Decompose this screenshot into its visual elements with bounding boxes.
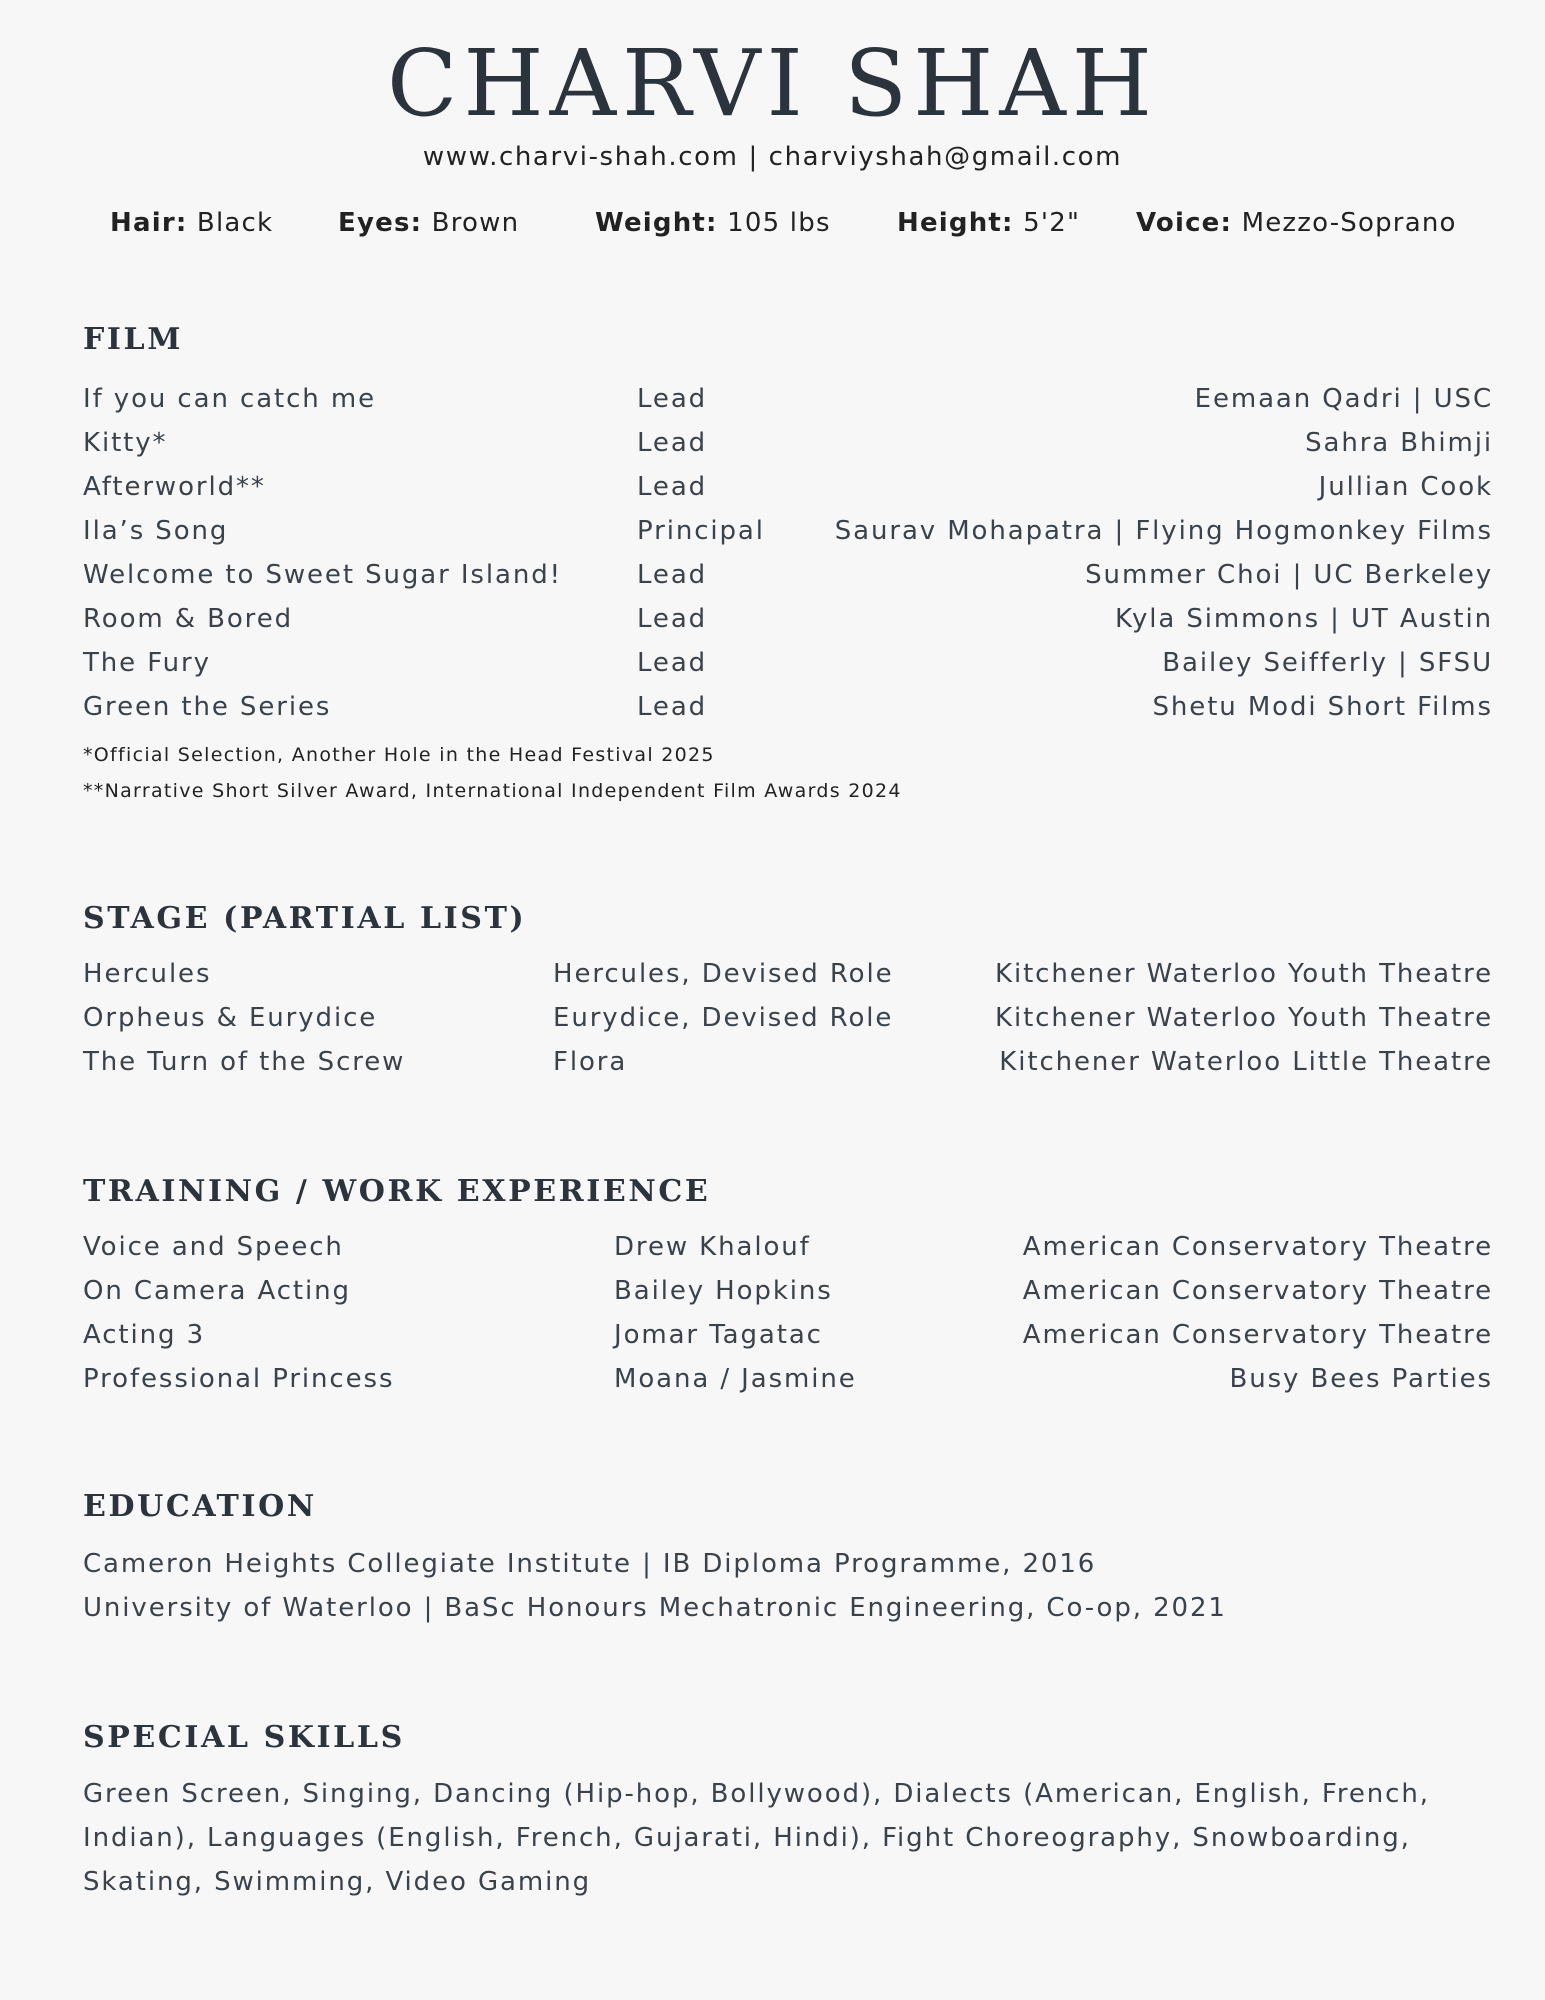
training-instructor: Jomar Tagatac (614, 1320, 823, 1350)
credit-director: Bailey Seifferly | SFSU (1162, 648, 1493, 678)
stat-hair (110, 208, 273, 238)
education-heading: EDUCATION (83, 1489, 317, 1524)
skills-heading: SPECIAL SKILLS (83, 1720, 405, 1755)
credit-role: Flora (553, 1047, 628, 1077)
training-institution: American Conservatory Theatre (1022, 1320, 1493, 1350)
stat-height (897, 208, 1080, 238)
training-course: Voice and Speech (83, 1232, 344, 1262)
credit-title: Green the Series (83, 692, 332, 722)
credit-role: Principal (637, 516, 765, 546)
credit-role: Hercules, Devised Role (553, 959, 894, 989)
credit-title: Welcome to Sweet Sugar Island! (83, 560, 562, 590)
training-instructor: Bailey Hopkins (614, 1276, 833, 1306)
credit-role: Lead (637, 692, 708, 722)
training-institution: Busy Bees Parties (1229, 1364, 1493, 1394)
credit-row (83, 692, 1493, 736)
education-list (83, 1542, 1493, 1630)
credit-role: Lead (637, 604, 708, 634)
credit-director: Jullian Cook (1318, 472, 1493, 502)
credit-title: Orpheus & Eurydice (83, 1003, 378, 1033)
credit-row (83, 384, 1493, 428)
education-line: University of Waterloo | BaSc Honours Mechatronic Engineering, Co-op, 2021 (83, 1593, 1227, 1623)
film-footnote: **Narrative Short Silver Award, International Independent Film Awards 2024 (83, 780, 902, 802)
contact-line: www.charvi-shah.com | charviyshah@gmail.com (422, 142, 1123, 172)
credit-role: Lead (637, 472, 708, 502)
credit-company: Kitchener Waterloo Youth Theatre (995, 959, 1493, 989)
training-row (83, 1320, 1493, 1364)
training-heading: TRAINING / WORK EXPERIENCE (83, 1174, 711, 1209)
credit-row (83, 648, 1493, 692)
physical-stats (110, 208, 1460, 242)
training-instructor: Moana / Jasmine (614, 1364, 857, 1394)
stat-label: Height: (897, 208, 1014, 238)
stat-label: Hair: (110, 208, 188, 238)
stat-weight (595, 208, 831, 238)
credit-row (83, 560, 1493, 604)
credit-role: Lead (637, 428, 708, 458)
credit-title: Afterworld** (83, 472, 266, 502)
education-line: Cameron Heights Collegiate Institute | IB Diploma Programme, 2016 (83, 1549, 1097, 1579)
credit-title: Kitty* (83, 428, 168, 458)
credit-director: Eemaan Qadri | USC (1194, 384, 1493, 414)
credit-company: Kitchener Waterloo Youth Theatre (995, 1003, 1493, 1033)
training-instructor: Drew Khalouf (614, 1232, 811, 1262)
credit-director: Kyla Simmons | UT Austin (1114, 604, 1493, 634)
training-row (83, 1276, 1493, 1320)
credit-title: Hercules (83, 959, 212, 989)
training-institution: American Conservatory Theatre (1022, 1232, 1493, 1262)
credit-director: Shetu Modi Short Films (1152, 692, 1493, 722)
stage-credits (83, 959, 1493, 1091)
credit-company: Kitchener Waterloo Little Theatre (999, 1047, 1493, 1077)
credit-director: Saurav Mohapatra | Flying Hogmonkey Films (834, 516, 1493, 546)
film-footnote: *Official Selection, Another Hole in the Head Festival 2025 (83, 744, 715, 766)
credit-role: Lead (637, 560, 708, 590)
stat-value: 105 lbs (717, 208, 831, 238)
stat-label: Eyes: (338, 208, 423, 238)
training-row (83, 1232, 1493, 1276)
film-heading: FILM (83, 322, 184, 357)
credit-row (83, 472, 1493, 516)
actor-name: CHARVI SHAH (386, 30, 1158, 137)
credit-role: Lead (637, 384, 708, 414)
credit-title: The Fury (83, 648, 211, 678)
credit-row (83, 959, 1493, 1003)
training-course: Acting 3 (83, 1320, 206, 1350)
stage-heading: STAGE (PARTIAL LIST) (83, 901, 527, 936)
credit-title: Ila’s Song (83, 516, 229, 546)
stat-value: Mezzo-Soprano (1232, 208, 1457, 238)
training-row (83, 1364, 1493, 1408)
skills-text: Green Screen, Singing, Dancing (Hip-hop, Bollywood), Dialects (American, English, French, Indian), Languages (English, French, Gujarati, Hindi), Fight Choreography, Snowboarding, Skating, Swimming, Video Gaming (83, 1779, 1430, 1897)
credit-title: The Turn of the Screw (83, 1047, 406, 1077)
film-credits (83, 384, 1493, 736)
credit-title: If you can catch me (83, 384, 376, 414)
stat-value: 5'2" (1013, 208, 1081, 238)
stat-label: Voice: (1136, 208, 1233, 238)
credit-row (83, 1003, 1493, 1047)
credit-director: Summer Choi | UC Berkeley (1085, 560, 1493, 590)
training-list (83, 1232, 1493, 1408)
credit-row (83, 428, 1493, 472)
stat-label: Weight: (595, 208, 718, 238)
stat-value: Black (187, 208, 274, 238)
credit-row (83, 516, 1493, 560)
stat-voice (1136, 208, 1457, 238)
stat-eyes (338, 208, 519, 238)
training-institution: American Conservatory Theatre (1022, 1276, 1493, 1306)
credit-row (83, 1047, 1493, 1091)
credit-role: Lead (637, 648, 708, 678)
credit-row (83, 604, 1493, 648)
training-course: Professional Princess (83, 1364, 395, 1394)
credit-director: Sahra Bhimji (1305, 428, 1493, 458)
credit-role: Eurydice, Devised Role (553, 1003, 894, 1033)
credit-title: Room & Bored (83, 604, 294, 634)
stat-value: Brown (422, 208, 520, 238)
training-course: On Camera Acting (83, 1276, 351, 1306)
